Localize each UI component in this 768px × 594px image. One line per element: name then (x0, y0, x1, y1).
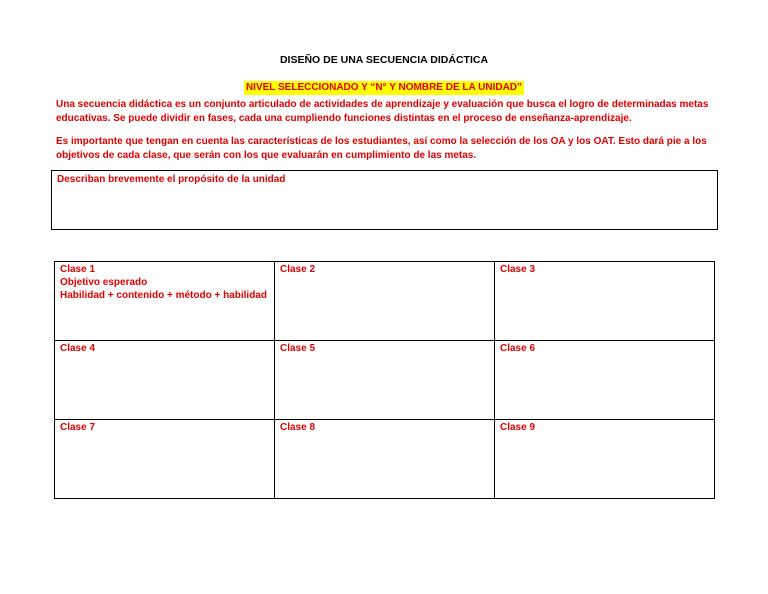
class-cell-6[interactable] (495, 341, 715, 420)
class-label: Clase 5 (280, 343, 316, 354)
document-subtitle: NIVEL SELECCIONADO Y “N° Y NOMBRE DE LA UNIDAD” (245, 82, 523, 93)
class-label: Clase 8 (280, 422, 316, 433)
intro-paragraph: Una secuencia didáctica es un conjunto articulado de actividades de aprendizaje y evaluación que busca el logro de determinadas metas educativas. Se puede dividir en fases, cada una cumpliendo funciones distintas en el proceso de enseñanza-aprendizaje. (56, 99, 709, 124)
class-label: Clase 3 (500, 264, 536, 275)
classes-table (54, 261, 715, 499)
class-label: Clase 6 (500, 343, 536, 354)
document-title: DISEÑO DE UNA SECUENCIA DIDÁCTICA (279, 54, 489, 66)
class-label: Clase 4 (60, 343, 96, 354)
class-label: Clase 7 (60, 422, 96, 433)
guidance-paragraph: Es importante que tengan en cuenta las características de los estudiantes, así como la selección de los OA y los OAT. Esto dará pie a los objetivos de cada clase, que serán con los que evaluarán en cumplimiento de las metas. (56, 136, 707, 161)
class-label: Clase 1 (60, 264, 96, 275)
class-cell-9[interactable] (495, 420, 715, 499)
subtitle-container (0, 77, 768, 95)
class-cell-8[interactable] (275, 420, 495, 499)
class-label: Clase 9 (500, 422, 536, 433)
class-cell-1[interactable] (55, 262, 275, 341)
class-label: Clase 2 (280, 264, 316, 275)
class-cell-3[interactable] (495, 262, 715, 341)
class-cell-4[interactable] (55, 341, 275, 420)
table-row (55, 420, 715, 499)
class-cell-7[interactable] (55, 420, 275, 499)
table-row (55, 341, 715, 420)
class-cell-5[interactable] (275, 341, 495, 420)
unit-purpose-label: Describan brevemente el propósito de la unidad (57, 174, 286, 185)
table-row (55, 262, 715, 341)
class-objective-formula: Habilidad + contenido + método + habilidad (60, 290, 267, 301)
class-objective-label: Objetivo esperado (60, 277, 148, 288)
class-cell-2[interactable] (275, 262, 495, 341)
unit-purpose-box[interactable] (51, 170, 718, 230)
